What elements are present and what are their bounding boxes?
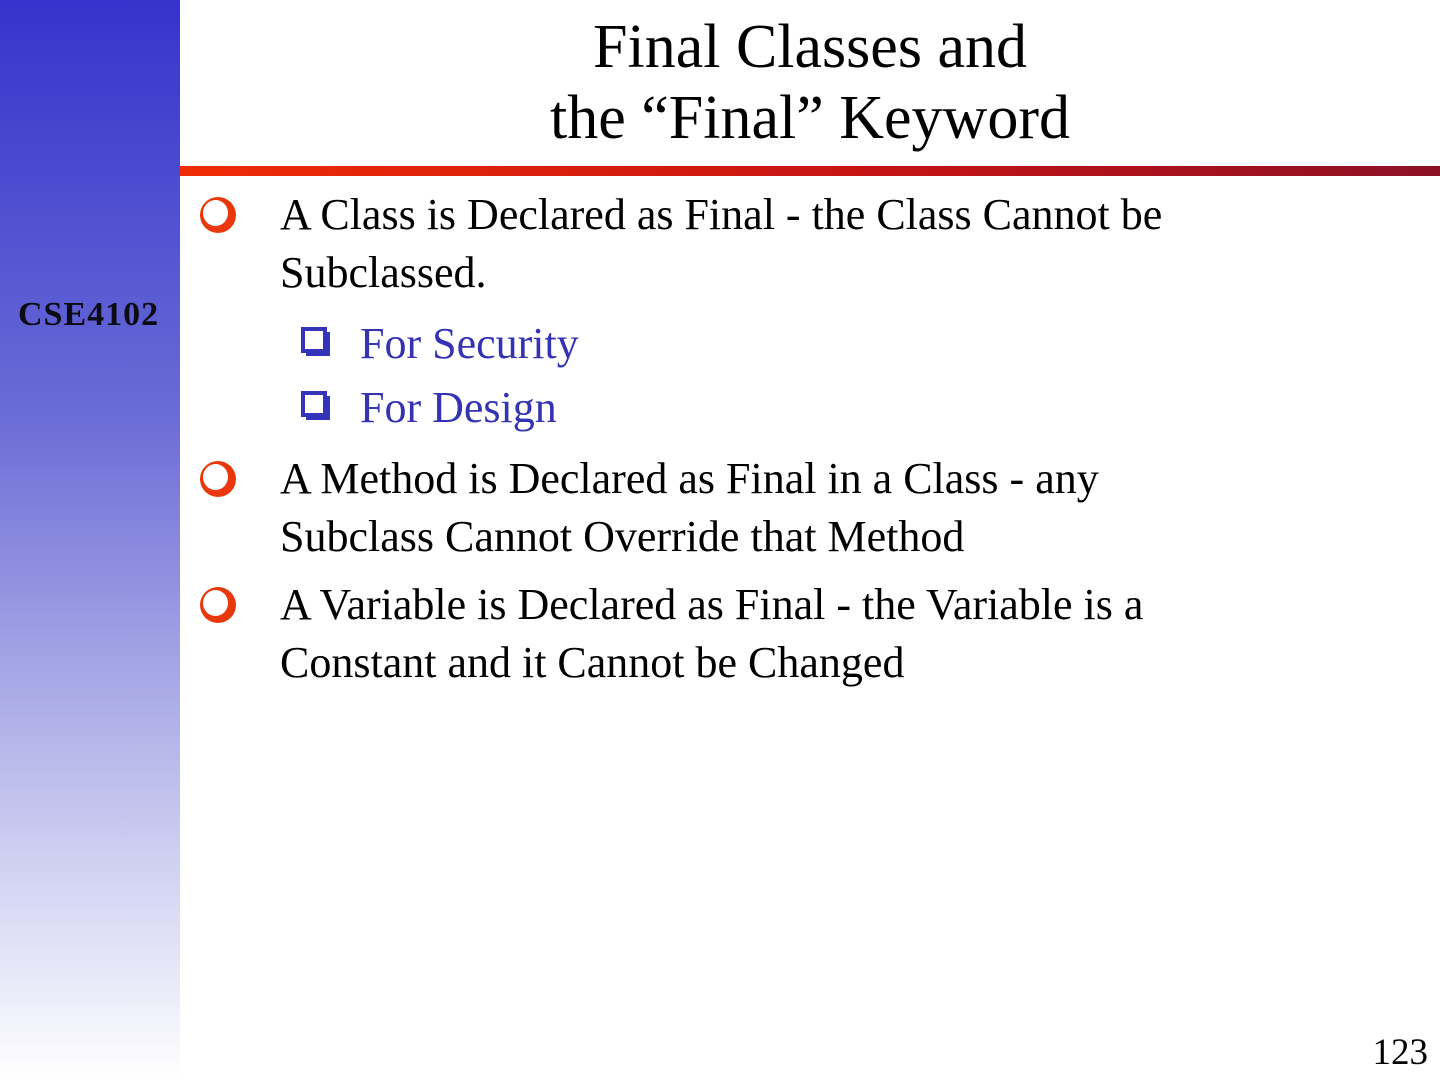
page-number: 123 (1372, 1032, 1428, 1073)
bullet-text-line: A Method is Declared as Final in a Class - any (280, 454, 1099, 503)
title-divider-rule (180, 166, 1440, 176)
ring-bullet-icon (200, 461, 236, 497)
bullet-item-class-final (180, 186, 1440, 302)
sub-bullet-label: For Design (360, 383, 557, 432)
bullet-item-variable-final (180, 576, 1440, 692)
bullet-item-method-final (180, 450, 1440, 566)
sub-bullet-list (180, 312, 1440, 440)
sub-bullet-item-security (180, 312, 1440, 376)
slide-title (180, 12, 1440, 154)
bullet-text-line: Constant and it Cannot be Changed (280, 638, 905, 687)
ring-bullet-icon (200, 587, 236, 623)
slide-title-line-2: the “Final” Keyword (550, 84, 1070, 152)
ring-bullet-icon (200, 197, 236, 233)
square-bullet-icon (301, 391, 327, 417)
bullet-text-line: Subclass Cannot Override that Method (280, 512, 965, 561)
bullet-text-line: Subclassed. (280, 248, 487, 297)
sidebar (0, 0, 180, 1080)
bullet-text-line: A Variable is Declared as Final - the Variable is a (280, 580, 1144, 629)
square-bullet-icon (301, 327, 327, 353)
slide-title-line-1: Final Classes and (593, 13, 1027, 81)
slide-body (180, 186, 1440, 692)
course-code-label: CSE4102 (18, 296, 160, 333)
bullet-text-line: A Class is Declared as Final - the Class Cannot be (280, 190, 1163, 239)
sub-bullet-item-design (180, 376, 1440, 440)
sub-bullet-label: For Security (360, 319, 579, 368)
